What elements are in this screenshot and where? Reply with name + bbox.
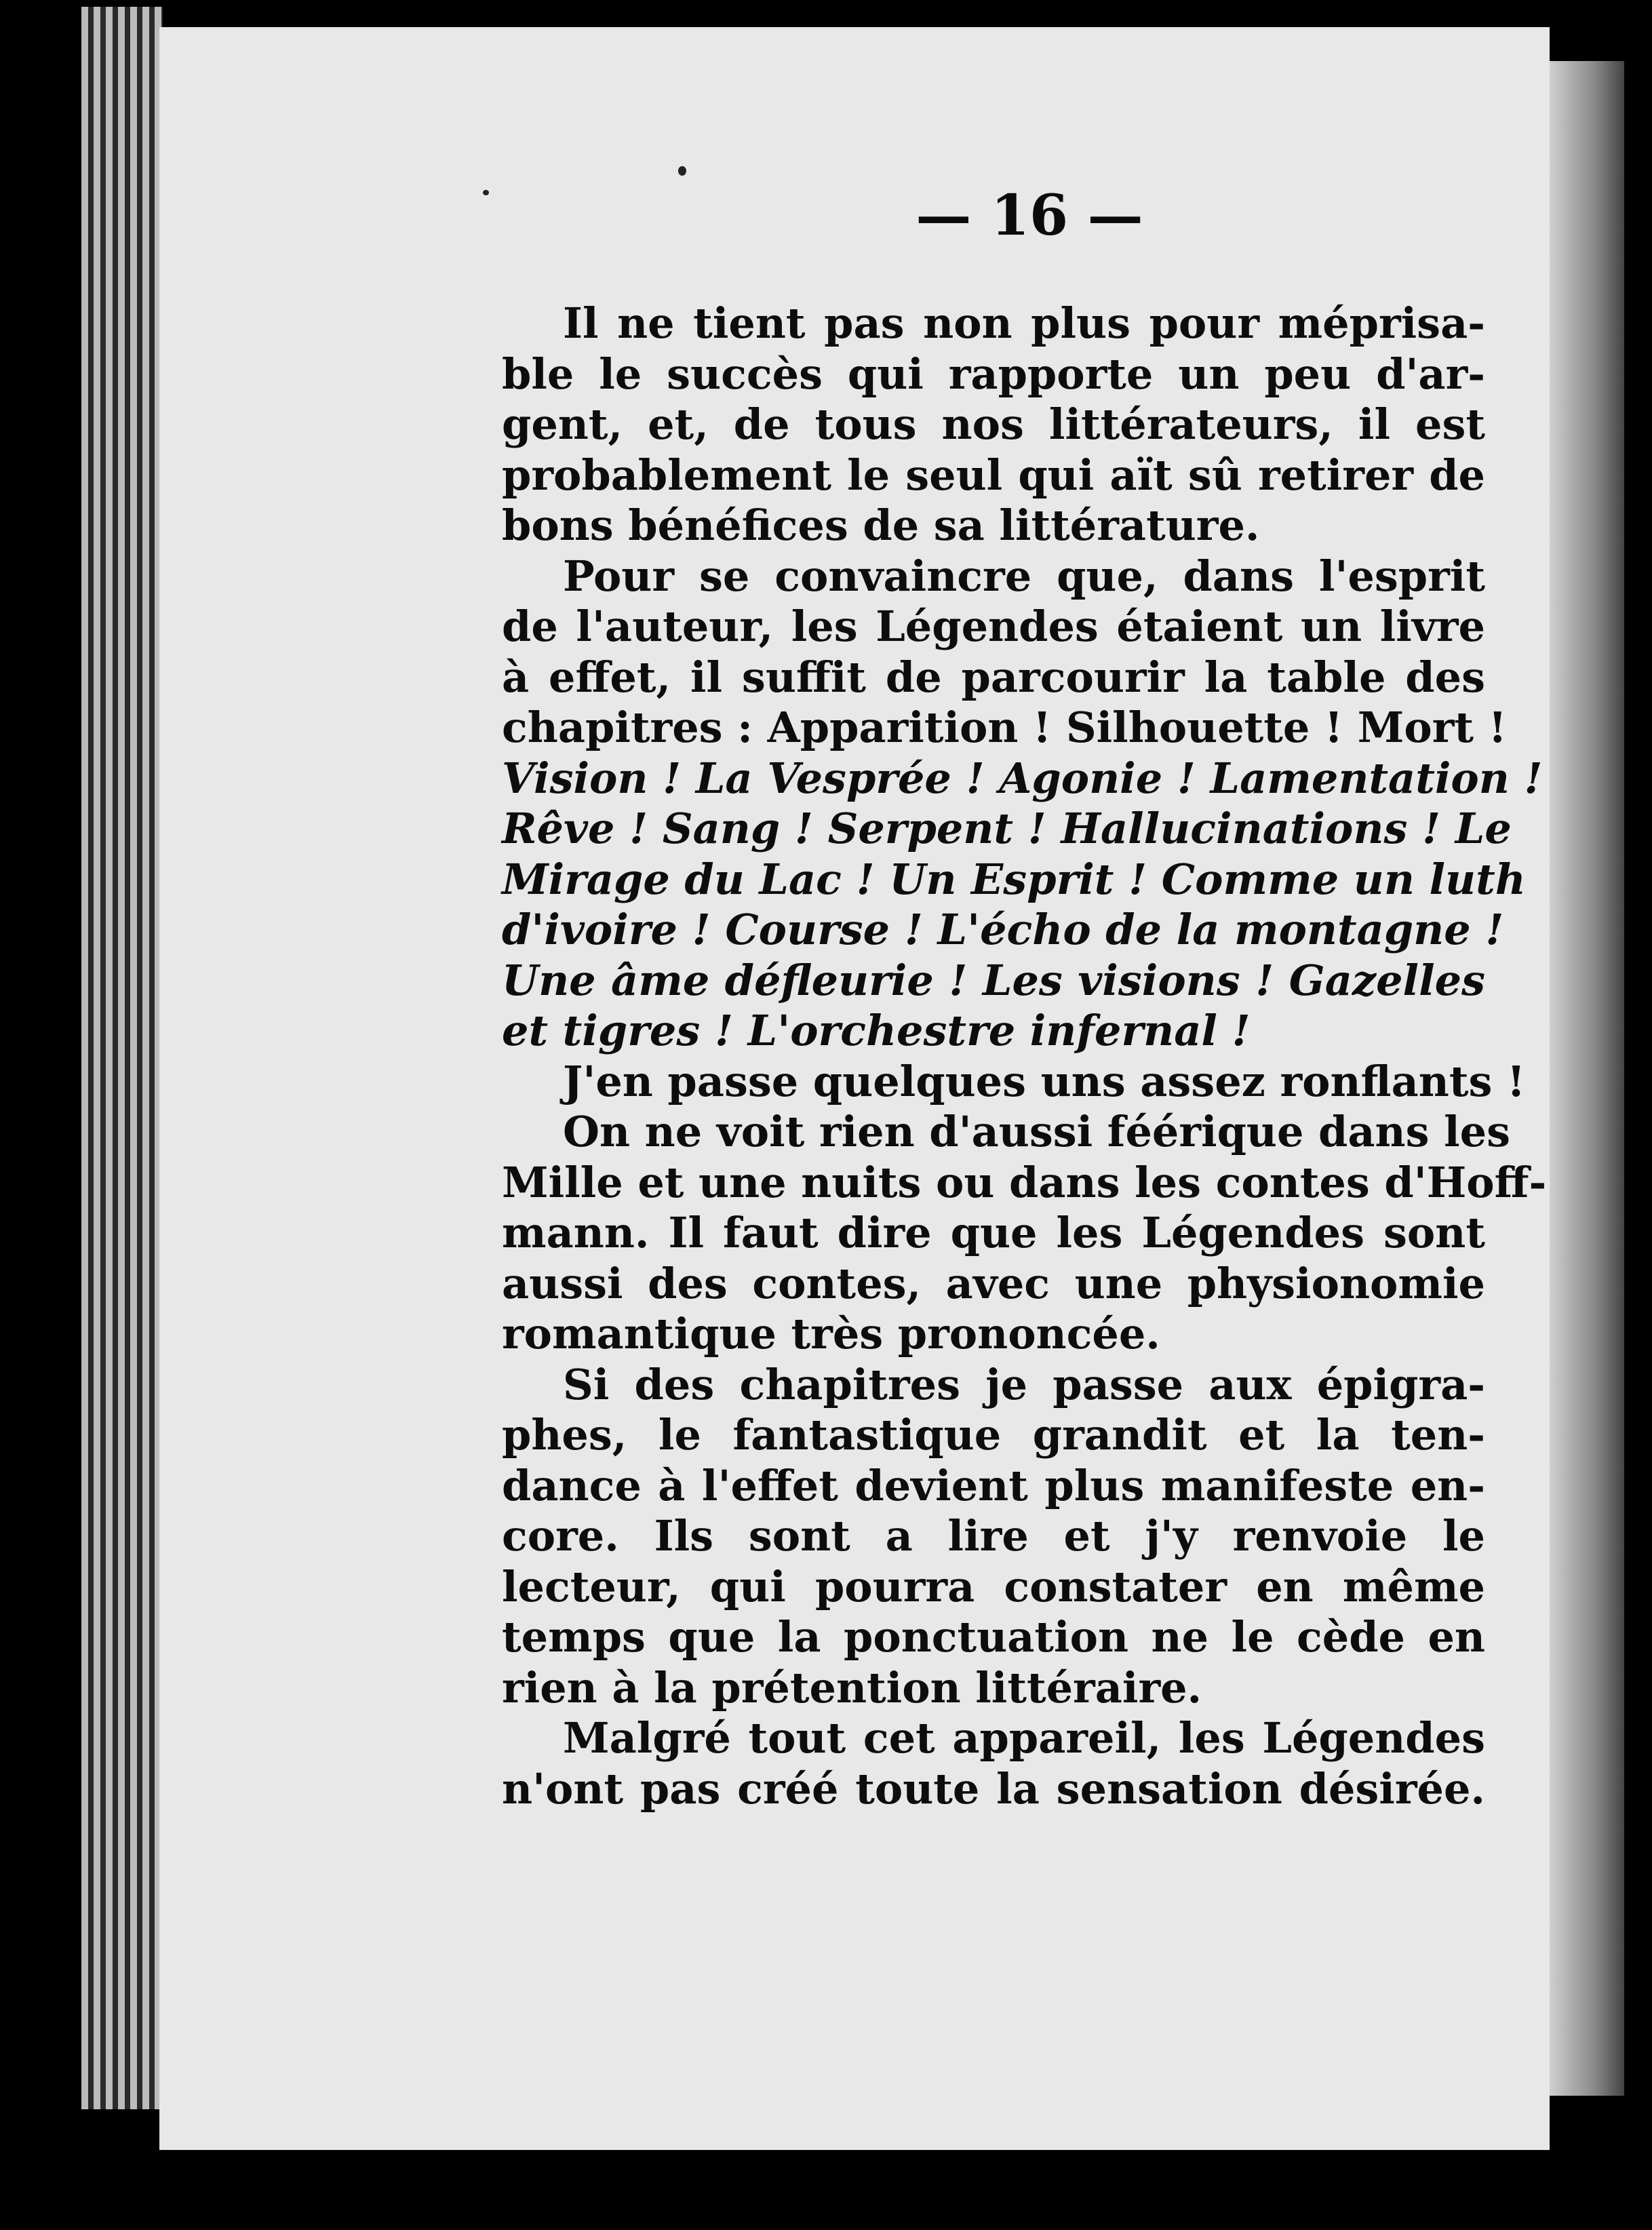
- text-line: n'ont pas créé toute la sensation désirée.: [502, 1763, 1485, 1814]
- text-line: Il ne tient pas non plus pour méprisa-: [563, 298, 1485, 348]
- text-line: On ne voit rien d'aussi féérique dans les: [563, 1107, 1511, 1156]
- ink-speck: [678, 166, 686, 176]
- text-line: à effet, il suffit de parcourir la table des: [502, 652, 1485, 702]
- text-line: Malgré tout cet appareil, les Légendes: [563, 1713, 1485, 1763]
- text-line: Si des chapitres je passe aux épigra-: [563, 1359, 1485, 1409]
- text-line: d'ivoire ! Course ! L'écho de la montagne !: [502, 905, 1504, 954]
- text-line: mann. Il faut dire que les Légendes sont: [502, 1208, 1485, 1257]
- text-line: Pour se convaincre que, dans l'esprit: [563, 551, 1485, 601]
- page-number: — 16 —: [916, 183, 1143, 248]
- text-line: J'en passe quelques uns assez ronflants !: [563, 1056, 1526, 1106]
- page-stack-edge: [81, 7, 163, 2109]
- text-line: gent, et, de tous nos littérateurs, il est: [502, 399, 1485, 449]
- text-line: ble le succès qui rapporte un peu d'ar-: [502, 349, 1485, 399]
- text-line: phes, le fantastique grandit et la ten-: [502, 1410, 1485, 1460]
- text-line: Rêve ! Sang ! Serpent ! Hallucinations ! Le: [502, 804, 1512, 853]
- text-line: dance à l'effet devient plus manifeste en-: [502, 1460, 1485, 1510]
- text-line: Mirage du Lac ! Un Esprit ! Comme un luth: [502, 854, 1526, 904]
- text-line: chapitres : Apparition ! Silhouette ! Mort !: [502, 703, 1507, 752]
- text-line: lecteur, qui pourra constater en même: [502, 1561, 1485, 1611]
- text-line: temps que la ponctuation ne le cède en: [502, 1612, 1485, 1662]
- text-line: aussi des contes, avec une physionomie: [502, 1258, 1485, 1308]
- text-line: romantique très prononcée.: [502, 1309, 1160, 1358]
- page-gutter-shadow: [1550, 61, 1624, 2096]
- body-text: [502, 298, 1547, 1814]
- text-line: rien à la prétention littéraire.: [502, 1662, 1202, 1713]
- text-line: probablement le seul qui aït sû retirer de: [502, 450, 1485, 500]
- text-line: core. Ils sont a lire et j'y renvoie le: [502, 1511, 1485, 1561]
- text-line: Vision ! La Vesprée ! Agonie ! Lamentation !: [502, 753, 1543, 803]
- text-line: Une âme défleurie ! Les visions ! Gazelles: [502, 955, 1485, 1005]
- text-line: et tigres ! L'orchestre infernal !: [502, 1006, 1251, 1055]
- text-line: Mille et une nuits ou dans les contes d'Hoff-: [502, 1157, 1547, 1207]
- text-line: bons bénéfices de sa littérature.: [502, 501, 1260, 550]
- text-line: de l'auteur, les Légendes étaient un livre: [502, 602, 1485, 651]
